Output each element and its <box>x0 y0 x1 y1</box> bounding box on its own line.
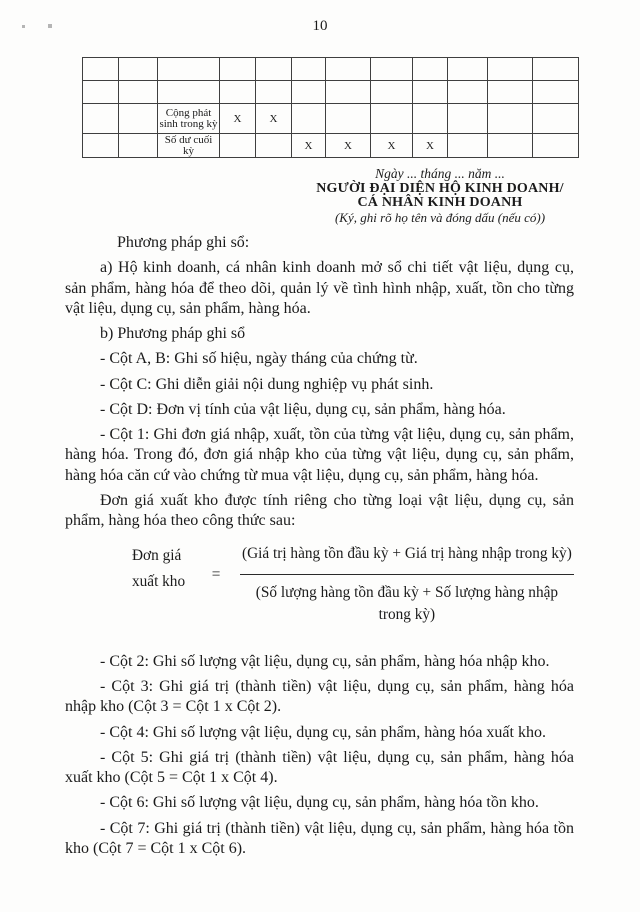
table-cell <box>292 58 326 81</box>
table-cell <box>413 58 448 81</box>
list-item-col-1: - Cột 1: Ghi đơn giá nhập, xuất, tồn của từng vật liệu, dụng cụ, sản phẩm, hàng hóa. Trong đó, đơn giá nhập kho của từng vật liệu, dụng cụ, sản phẩm, hàng hóa căn cứ vào chứng từ mua vật liệu, dụng cụ, sản phẩm, hàng hóa. <box>65 426 574 484</box>
table-cell <box>256 81 292 104</box>
table-cell <box>119 81 158 104</box>
table-cell <box>371 58 413 81</box>
table-cell <box>488 134 533 158</box>
list-item-col-2: - Cột 2: Ghi số lượng vật liệu, dụng cụ, sản phẩm, hàng hóa nhập kho. <box>100 652 550 670</box>
table-cell <box>119 104 158 134</box>
table-row-ending-balance <box>83 134 579 158</box>
table-cell <box>448 81 488 104</box>
formula-fraction <box>240 543 574 626</box>
table-cell: X <box>326 134 371 158</box>
table-row-total-period <box>83 104 579 134</box>
formula-denominator: (Số lượng hàng tồn đầu kỳ + Số lượng hàng nhập trong kỳ) <box>255 583 559 623</box>
table-cell <box>158 81 220 104</box>
formula-label-line2: xuất kho <box>132 572 186 590</box>
page-number: 10 <box>312 18 328 34</box>
table-cell: X <box>371 134 413 158</box>
table-row-label: Cộng phát sinh trong kỳ <box>158 104 220 134</box>
table-cell <box>533 81 579 104</box>
table-cell <box>256 58 292 81</box>
table-cell <box>533 58 579 81</box>
formula-numerator: (Giá trị hàng tồn đầu kỳ + Giá trị hàng nhập trong kỳ) <box>242 544 572 562</box>
formula-label-line1: Đơn giá <box>132 546 182 564</box>
signature-title-line1: NGƯỜI ĐẠI DIỆN HỘ KINH DOANH/ <box>316 180 564 196</box>
table-cell <box>533 134 579 158</box>
table-cell <box>371 81 413 104</box>
table-cell <box>119 58 158 81</box>
table-row <box>83 81 579 104</box>
table-cell <box>83 104 119 134</box>
list-item-col-6: - Cột 6: Ghi số lượng vật liệu, dụng cụ, sản phẩm, hàng hóa tồn kho. <box>100 794 539 812</box>
table-row <box>83 58 579 81</box>
table-cell <box>220 58 256 81</box>
table-cell <box>119 134 158 158</box>
table-cell <box>220 134 256 158</box>
table-cell <box>488 81 533 104</box>
paragraph-a: a) Hộ kinh doanh, cá nhân kinh doanh mở sổ chi tiết vật liệu, dụng cụ, sản phẩm, hàng hóa để theo dõi, quản lý về tình hình nhập, xuất, tồn cho từng vật liệu, dụng cụ, sản phẩm, hàng hóa. <box>65 259 574 318</box>
table-cell <box>326 58 371 81</box>
table-cell <box>326 81 371 104</box>
table-cell: X <box>292 134 326 158</box>
list-item-col-3: - Cột 3: Ghi giá trị (thành tiền) vật liệu, dụng cụ, sản phẩm, hàng hóa nhập kho (Cột 3 = Cột 1 x Cột 2). <box>65 678 574 716</box>
signature-note: (Ký, ghi rõ họ tên và đóng dấu (nếu có)) <box>334 209 546 225</box>
table-cell <box>413 104 448 134</box>
formula-intro: Đơn giá xuất kho được tính riêng cho từng loại vật liệu, dụng cụ, sản phẩm, hàng hóa theo công thức sau: <box>65 492 574 530</box>
table-cell <box>488 104 533 134</box>
table-cell: X <box>256 104 292 134</box>
unit-price-formula <box>132 543 574 626</box>
table-cell <box>448 104 488 134</box>
equals-sign: = <box>211 565 221 583</box>
table-cell <box>533 104 579 134</box>
table-cell <box>292 104 326 134</box>
body-text <box>65 233 574 864</box>
table-cell <box>256 134 292 158</box>
list-item-col-5: - Cột 5: Ghi giá trị (thành tiền) vật liệu, dụng cụ, sản phẩm, hàng hóa xuất kho (Cột 5 = Cột 1 x Cột 4). <box>65 748 574 787</box>
table-cell <box>448 134 488 158</box>
table-cell <box>413 81 448 104</box>
table-cell <box>292 81 326 104</box>
signature-block <box>300 167 580 225</box>
table-cell <box>371 104 413 134</box>
list-item-col-c: - Cột C: Ghi diễn giải nội dung nghiệp vụ phát sinh. <box>100 375 434 393</box>
table-cell <box>448 58 488 81</box>
table-row-label: Số dư cuối kỳ <box>158 134 220 158</box>
table-cell <box>83 81 119 104</box>
formula-label <box>132 543 194 595</box>
table-cell <box>326 104 371 134</box>
list-item-col-7: - Cột 7: Ghi giá trị (thành tiền) vật liệu, dụng cụ, sản phẩm, hàng hóa tồn kho (Cột 7 = Cột 1 x Cột 6). <box>65 819 574 858</box>
signature-date-line: Ngày ... tháng ... năm ... <box>375 166 505 181</box>
table-cell: X <box>220 104 256 134</box>
table-cell <box>220 81 256 104</box>
inventory-ledger-table <box>82 57 579 158</box>
list-item-col-d: - Cột D: Đơn vị tính của vật liệu, dụng cụ, sản phẩm, hàng hóa. <box>100 400 506 418</box>
table-cell <box>83 58 119 81</box>
list-item-col-ab: - Cột A, B: Ghi số hiệu, ngày tháng của chứng từ. <box>100 350 418 368</box>
table-cell <box>488 58 533 81</box>
list-item-col-4: - Cột 4: Ghi số lượng vật liệu, dụng cụ, sản phẩm, hàng hóa xuất kho. <box>100 723 546 741</box>
table-cell <box>83 134 119 158</box>
section-heading: Phương pháp ghi sổ: <box>117 234 250 251</box>
paragraph-b: b) Phương pháp ghi sổ <box>100 325 246 343</box>
table-cell <box>158 58 220 81</box>
table-cell: X <box>413 134 448 158</box>
signature-title-line2: CÁ NHÂN KINH DOANH <box>357 195 523 210</box>
